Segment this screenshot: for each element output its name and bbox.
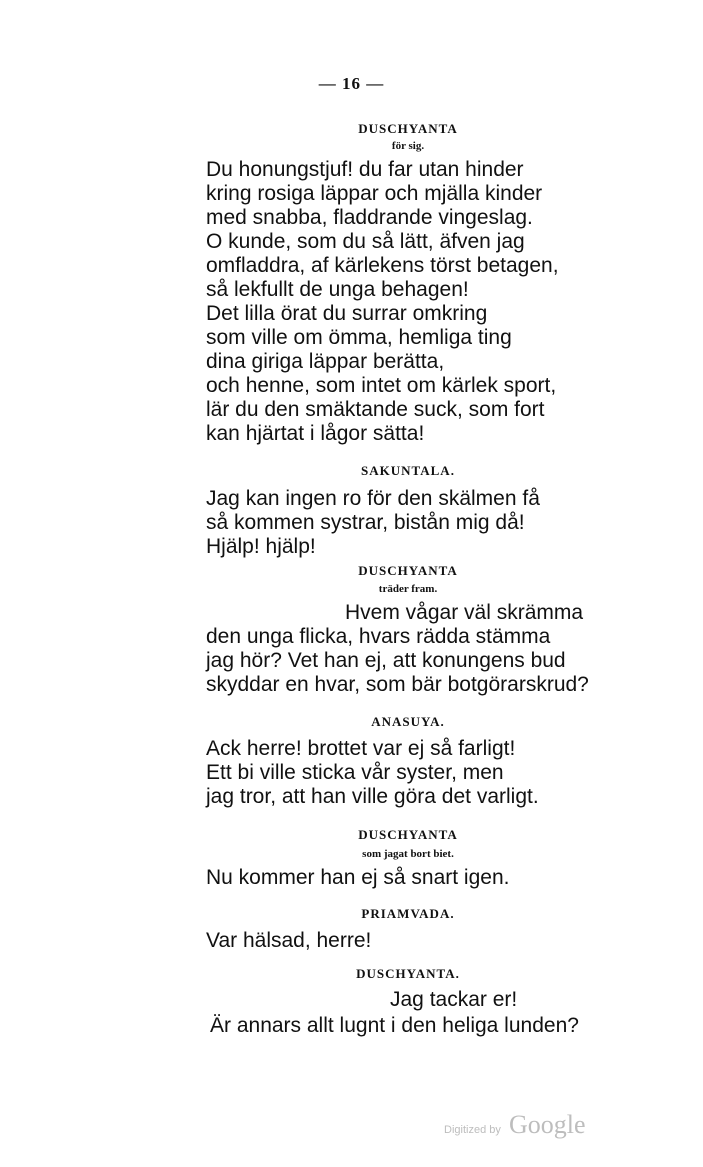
verse-line: som ville om ömma, hemliga ting [206,326,512,349]
verse-line: Jag tackar er! [390,988,518,1011]
verse-line: så kommen systrar, bistån mig då! [206,511,525,534]
google-logo-text: Google [508,1110,586,1139]
stage-direction: träder fram. [378,583,438,595]
verse-line: O kunde, som du så lätt, äfven jag [206,230,525,253]
verse-line: Hjälp! hjälp! [206,535,316,558]
verse-line: dina giriga läppar berätta, [206,350,445,373]
speaker-name: DUSCHYANTA [358,563,458,578]
verse-line: kring rosiga läppar och mjälla kinder [206,182,543,205]
verse-line: jag tror, att han ville göra det varligt. [206,785,539,808]
speaker-name: DUSCHYANTA [358,827,458,842]
verse-line: Det lilla örat du surrar omkring [206,302,488,325]
speaker-name: SAKUNTALA. [361,463,455,478]
verse-line: Du honungstjuf! du far utan hinder [206,158,524,181]
speaker-name: ANASUYA. [371,714,445,729]
verse-line: skyddar en hvar, som bär botgörarskrud? [206,673,589,696]
stage-direction: som jagat bort biet. [362,848,454,860]
speaker-name: DUSCHYANTA [358,121,458,136]
verse-line: den unga flicka, hvars rädda stämma [206,625,551,648]
verse-line: lär du den smäktande suck, som fort [206,398,545,421]
verse-line: Nu kommer han ej så snart igen. [206,866,510,889]
speaker-name: DUSCHYANTA. [356,966,460,981]
verse-line: Var hälsad, herre! [206,929,372,952]
verse-line: så lekfullt de unga behagen! [206,278,469,301]
verse-line: med snabba, fladdrande vingeslag. [206,206,533,229]
verse-line: Jag kan ingen ro för den skälmen få [206,487,540,510]
verse-line: jag hör? Vet han ej, att konungens bud [206,649,566,672]
speaker-name: PRIAMVADA. [361,906,455,921]
stage-direction: för sig. [391,140,425,152]
digitized-by-watermark [444,1110,586,1140]
verse-line: Ett bi ville sticka vår syster, men [206,761,504,784]
page-number: — 16 — [318,74,385,93]
verse-line: Hvem vågar väl skrämma [345,601,584,624]
verse-line: och henne, som intet om kärlek sport, [206,374,557,397]
digitized-by-text: Digitized by [444,1124,501,1136]
verse-line: Är annars allt lugnt i den heliga lunden? [210,1014,579,1037]
verse-line: kan hjärtat i lågor sätta! [206,422,425,445]
verse-line: omfladdra, af kärlekens törst betagen, [206,254,559,277]
verse-line: Ack herre! brottet var ej så farligt! [206,737,516,760]
